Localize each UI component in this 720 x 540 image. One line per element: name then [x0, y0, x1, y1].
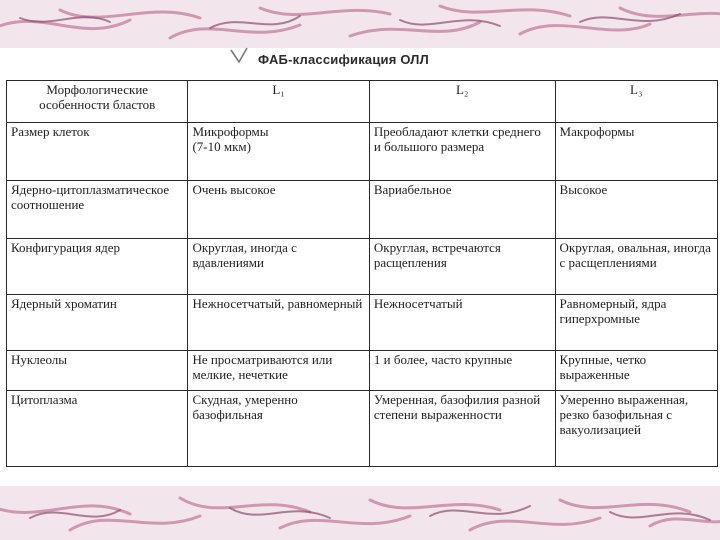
cell-l3: Округлая, овальная, иногда с расщеплениями [555, 239, 717, 295]
cell-l2: Вариабельное [369, 181, 555, 239]
cell-l1: Очень высокое [188, 181, 369, 239]
cell-l1: Скудная, умеренно базофильная [188, 391, 369, 467]
decorative-top-band [0, 0, 720, 48]
row-feature: Ядерный хроматин [7, 295, 188, 351]
row-feature: Размер клеток [7, 123, 188, 181]
row-feature: Конфигурация ядер [7, 239, 188, 295]
cell-l2: Округлая, встречаются расщепления [369, 239, 555, 295]
header-l1: L₁ [188, 81, 369, 123]
cell-l3: Равномерный, ядра гиперхромные [555, 295, 717, 351]
table-row [7, 239, 718, 295]
cell-l3: Умеренно выраженная, резко базофильная с вакуолизацией [555, 391, 717, 467]
cell-l3: Высокое [555, 181, 717, 239]
header-l2: L₂ [369, 81, 555, 123]
cell-l1: Микроформы (7-10 мкм) [188, 123, 369, 181]
cell-l2: 1 и более, часто крупные [369, 351, 555, 391]
header-l3: L₃ [555, 81, 717, 123]
cell-l3: Крупные, четко выраженные [555, 351, 717, 391]
cell-l2: Преобладают клетки среднего и большого размера [369, 123, 555, 181]
swirl-pattern-top [0, 0, 720, 48]
table-row [7, 351, 718, 391]
cell-l3: Макроформы [555, 123, 717, 181]
cell-l1: Округлая, иногда с вдавлениями [188, 239, 369, 295]
row-feature: Цитоплазма [7, 391, 188, 467]
decorative-bottom-band [0, 486, 720, 540]
cell-l1: Нежносетчатый, равномерный [188, 295, 369, 351]
cell-l1: Не просматриваются или мелкие, нечеткие [188, 351, 369, 391]
table-row [7, 295, 718, 351]
cell-l2: Нежносетчатый [369, 295, 555, 351]
row-feature: Нуклеолы [7, 351, 188, 391]
header-morphology: Морфологические особенности бластов [7, 81, 188, 123]
table-row [7, 391, 718, 467]
cell-l2: Умеренная, базофилия разной степени выраженности [369, 391, 555, 467]
page-title: ФАБ-классификация ОЛЛ [258, 52, 429, 67]
table-row [7, 181, 718, 239]
check-mark-icon [228, 46, 250, 66]
fab-classification-table [6, 80, 718, 467]
table-row [7, 123, 718, 181]
table-header-row [7, 81, 718, 123]
swirl-pattern-bottom [0, 486, 720, 540]
row-feature: Ядерно-цитоплазматическое соотношение [7, 181, 188, 239]
